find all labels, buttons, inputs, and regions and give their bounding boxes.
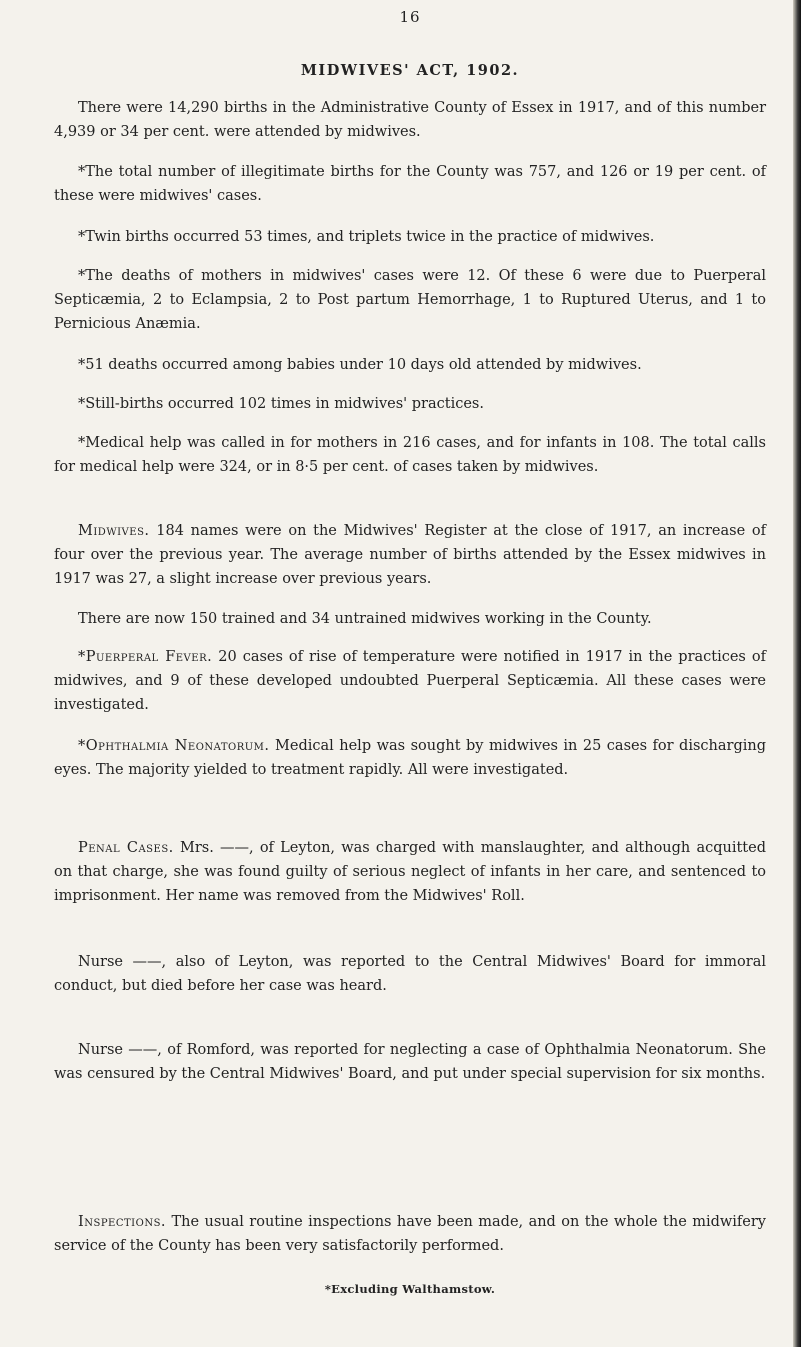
page-number: 16 xyxy=(399,8,421,26)
section-lead-ophthalmia: *Ophthalmia Neonatorum. xyxy=(78,738,270,754)
paragraph-births-total: There were 14,290 births in the Administrative County of Essex in 1917, and of this number 4,939 or 34 per cent. were attended by midwives. xyxy=(54,100,766,140)
paragraph-trained-midwives: There are now 150 trained and 34 untrained midwives working in the County. xyxy=(78,611,652,627)
paragraph-inspections: Inspections. The usual routine inspections have been made, and on the whole the midwifery service of the County has been very satisfactorily performed. xyxy=(54,1214,766,1254)
paragraph-ophthalmia: *Ophthalmia Neonatorum. Medical help was sought by midwives in 25 cases for discharging eyes. The majority yielded to treatment rapidly. All were investigated. xyxy=(54,738,766,778)
paragraph-illegitimate-births: *The total number of illegitimate births for the County was 757, and 126 or 19 per cent. of these were midwives' cases. xyxy=(54,164,766,204)
footnote: *Excluding Walthamstow. xyxy=(324,1282,496,1296)
paragraph-midwives: Midwives. 184 names were on the Midwives' Register at the close of 1917, an increase of four over the previous year. The average number of births attended by the Essex midwives in 1917 was 27, a slight increase over previous years. xyxy=(54,523,766,587)
paragraph-nurse-romford: Nurse ——, of Romford, was reported for neglecting a case of Ophthalmia Neonatorum. She was censured by the Central Midwives' Board, and put under special supervision for six months. xyxy=(54,1042,766,1082)
paragraph-nurse-leyton: Nurse ——, also of Leyton, was reported to the Central Midwives' Board for immoral conduct, but died before her case was heard. xyxy=(54,954,766,994)
section-lead-puerperal-fever: *Puerperal Fever. xyxy=(78,649,213,665)
paragraph-still-births: *Still-births occurred 102 times in midwives' practices. xyxy=(78,396,484,412)
paragraph-puerperal-fever: *Puerperal Fever. 20 cases of rise of temperature were notified in 1917 in the practices of midwives, and 9 of these developed undoubted Puerperal Septicæmia. All these cases were investigated. xyxy=(54,649,766,713)
paragraph-medical-help: *Medical help was called in for mothers in 216 cases, and for infants in 108. The total calls for medical help were 324, or in 8·5 per cent. of cases taken by midwives. xyxy=(54,435,766,475)
paragraph-penal-cases: Penal Cases. Mrs. ——, of Leyton, was charged with manslaughter, and although acquitted on that charge, she was found guilty of serious neglect of infants in her care, and sentenced to imprisonment. Her name was removed from the Midwives' Roll. xyxy=(54,840,766,904)
paragraph-infant-deaths: *51 deaths occurred among babies under 10 days old attended by midwives. xyxy=(78,357,642,373)
paragraph-twin-births: *Twin births occurred 53 times, and triplets twice in the practice of midwives. xyxy=(78,229,655,245)
paragraph-maternal-deaths: *The deaths of mothers in midwives' cases were 12. Of these 6 were due to Puerperal Septicæmia, 2 to Eclampsia, 2 to Post partum Hemorrhage, 1 to Ruptured Uterus, and 1 to Pernicious Anæmia. xyxy=(54,268,766,332)
page-edge-shadow xyxy=(793,0,801,1347)
section-lead-penal-cases: Penal Cases. xyxy=(78,840,174,856)
section-lead-inspections: Inspections. xyxy=(78,1214,167,1230)
page-title: MIDWIVES' ACT, 1902. xyxy=(300,62,520,79)
section-lead-midwives: Midwives. xyxy=(78,523,150,539)
